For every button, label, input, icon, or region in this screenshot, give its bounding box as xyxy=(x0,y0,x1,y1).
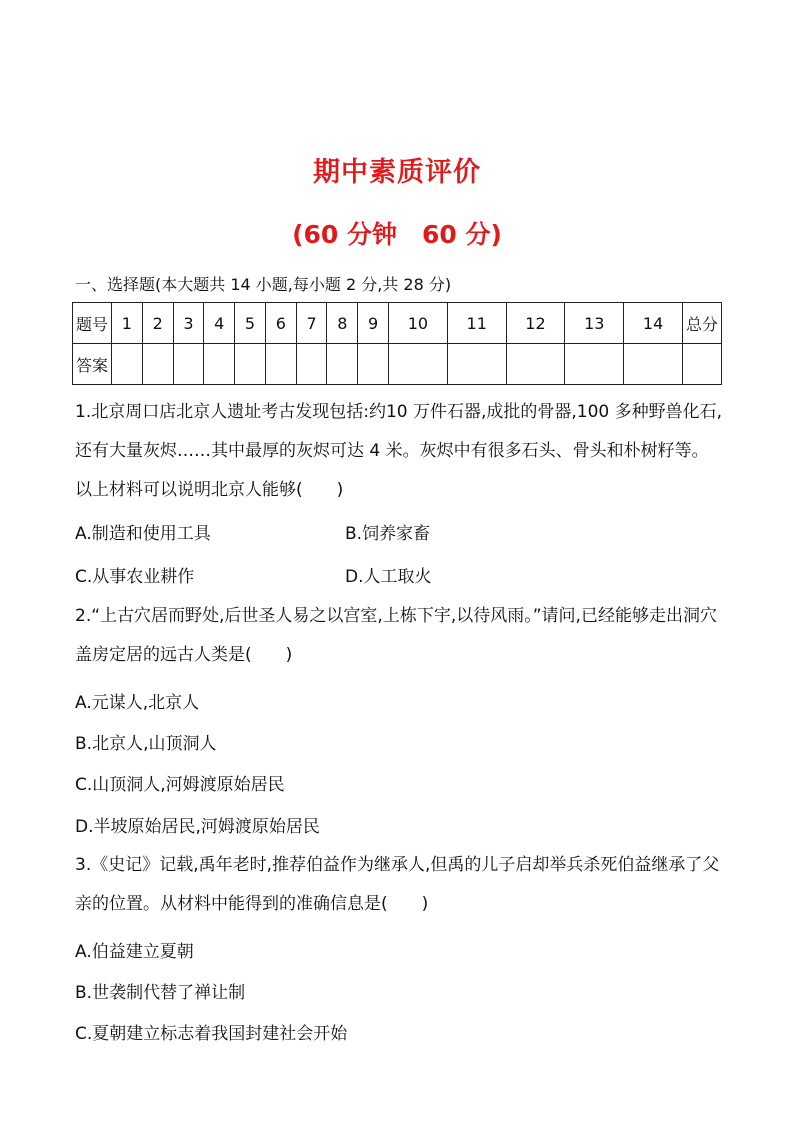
table-header-total: 总分 xyxy=(683,303,722,344)
answer-cell[interactable] xyxy=(296,344,327,385)
question-3-option-b: B.世袭制代替了禅让制 xyxy=(75,983,246,1003)
answer-cell[interactable] xyxy=(235,344,266,385)
question-2-stem: 2.“上古穴居而野处,后世圣人易之以宫室,上栋下宇,以待风雨。”请问,已经能够走出洞穴盖房定居的远古人类是( ) xyxy=(75,606,717,665)
question-2-option-d: D.半坡原始居民,河姆渡原始居民 xyxy=(75,817,320,837)
table-cell-number: 2 xyxy=(142,303,173,344)
table-cell-number: 12 xyxy=(506,303,565,344)
answer-cell[interactable] xyxy=(447,344,506,385)
table-cell-number: 9 xyxy=(358,303,389,344)
question-2-option-b: B.北京人,山顶洞人 xyxy=(75,734,217,754)
table-header-answer: 答案 xyxy=(73,344,112,385)
answer-table xyxy=(72,302,722,385)
table-cell-number: 3 xyxy=(173,303,204,344)
answer-cell[interactable] xyxy=(173,344,204,385)
answer-cell[interactable] xyxy=(358,344,389,385)
table-cell-number: 4 xyxy=(204,303,235,344)
question-1-option-a: A.制造和使用工具 xyxy=(75,524,211,544)
answer-cell[interactable] xyxy=(142,344,173,385)
answer-cell[interactable] xyxy=(389,344,448,385)
exam-duration-score: (60 分钟 60 分) xyxy=(292,220,502,249)
answer-cell[interactable] xyxy=(624,344,683,385)
question-3-option-c: C.夏朝建立标志着我国封建社会开始 xyxy=(75,1024,348,1044)
table-cell-number: 1 xyxy=(112,303,143,344)
table-row-numbers xyxy=(73,303,722,344)
table-row-answers xyxy=(73,344,722,385)
question-1-option-b: B.饲养家畜 xyxy=(345,524,431,544)
table-cell-number: 7 xyxy=(296,303,327,344)
question-1-option-c: C.从事农业耕作 xyxy=(75,567,195,587)
question-1-stem: 1.北京周口店北京人遗址考古发现包括:约10 万件石器,成批的骨器,100 多种野兽化石,还有大量灰烬……其中最厚的灰烬可达 4 米。灰烬中有很多石头、骨头和朴树籽等。以上材料可以说明北京人能够( ) xyxy=(75,402,723,500)
question-3-stem: 3.《史记》记载,禹年老时,推荐伯益作为继承人,但禹的儿子启却举兵杀死伯益继承了父亲的位置。从材料中能得到的准确信息是( ) xyxy=(75,855,720,914)
page-title: 期中素质评价 xyxy=(313,157,481,188)
question-3-option-a: A.伯益建立夏朝 xyxy=(75,942,194,962)
answer-cell[interactable] xyxy=(204,344,235,385)
table-cell-number: 6 xyxy=(265,303,296,344)
answer-cell[interactable] xyxy=(327,344,358,385)
table-cell-number: 13 xyxy=(565,303,624,344)
table-cell-number: 11 xyxy=(447,303,506,344)
table-cell-number: 10 xyxy=(389,303,448,344)
question-2-option-c: C.山顶洞人,河姆渡原始居民 xyxy=(75,775,285,795)
question-1-option-d: D.人工取火 xyxy=(345,567,432,587)
answer-cell[interactable] xyxy=(265,344,296,385)
answer-cell[interactable] xyxy=(112,344,143,385)
total-score-cell[interactable] xyxy=(683,344,722,385)
section-heading-choice: 一、选择题(本大题共 14 小题,每小题 2 分,共 28 分) xyxy=(75,275,452,294)
table-cell-number: 8 xyxy=(327,303,358,344)
table-header-question-number: 题号 xyxy=(73,303,112,344)
answer-cell[interactable] xyxy=(506,344,565,385)
question-2-option-a: A.元谋人,北京人 xyxy=(75,693,200,713)
table-cell-number: 14 xyxy=(624,303,683,344)
answer-cell[interactable] xyxy=(565,344,624,385)
table-cell-number: 5 xyxy=(235,303,266,344)
